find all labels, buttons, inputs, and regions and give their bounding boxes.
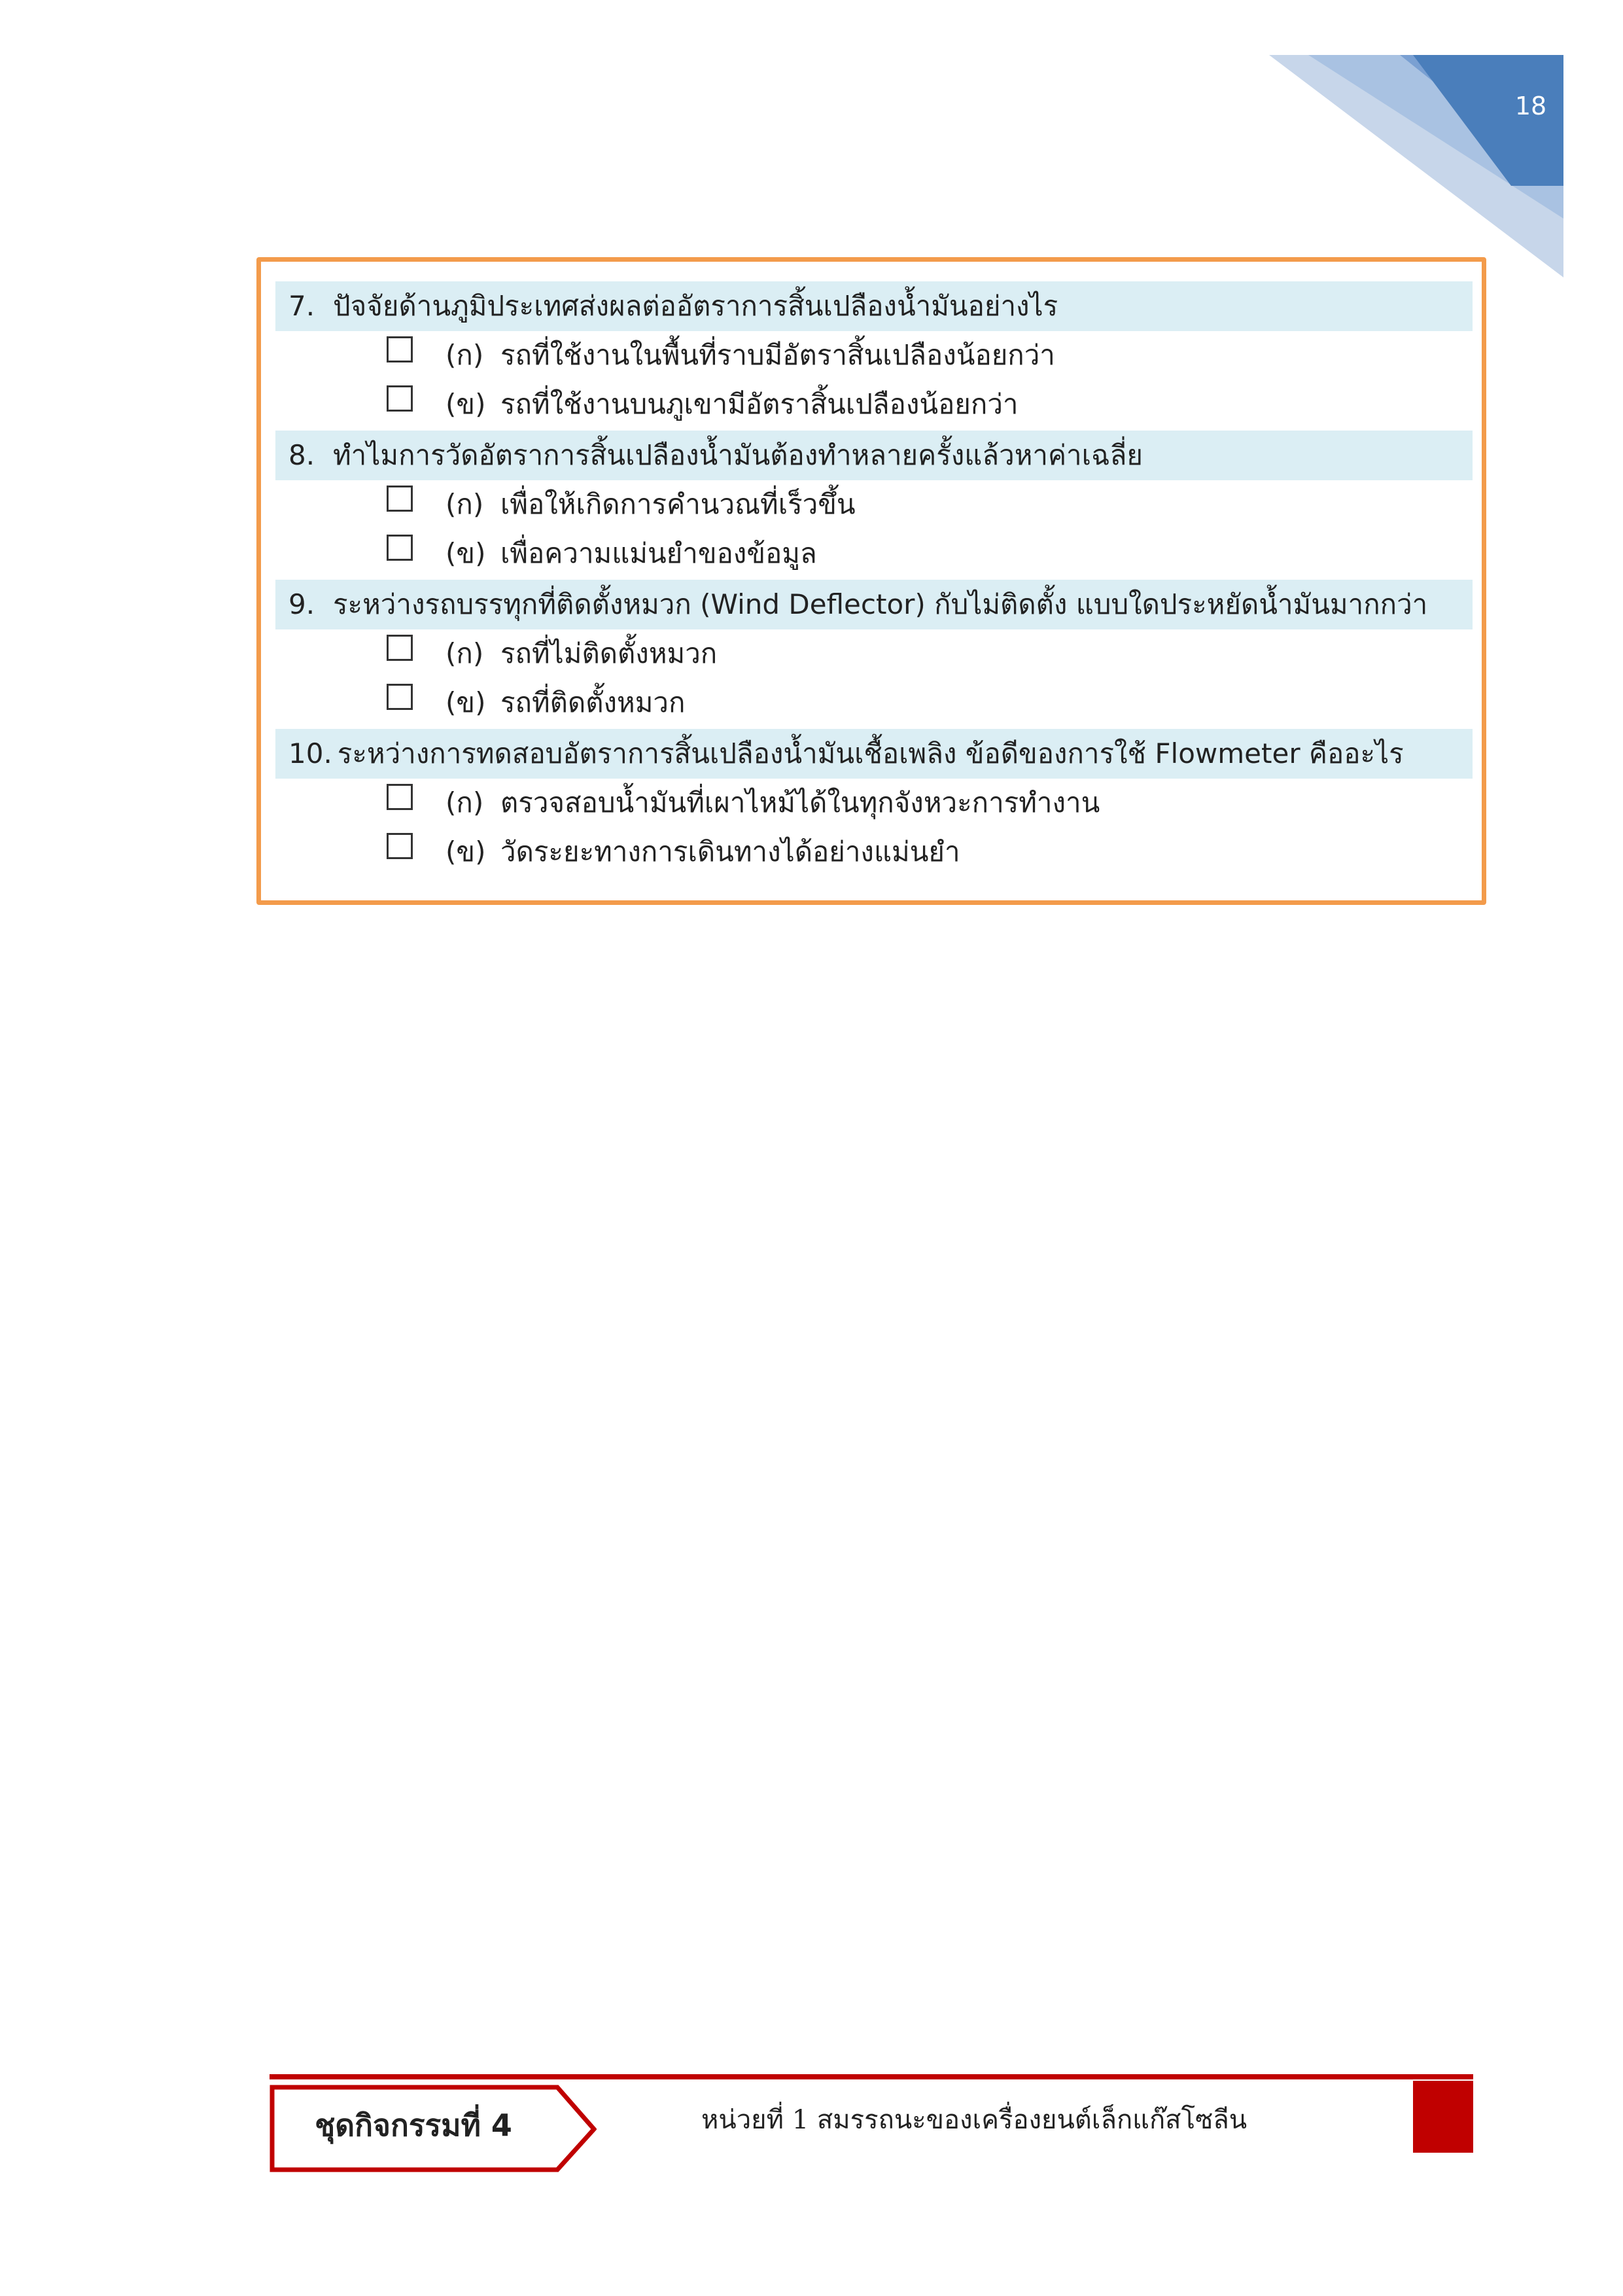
corner-decoration bbox=[1269, 55, 1596, 277]
question-8-option-b[interactable] bbox=[387, 531, 1433, 576]
option-text: รถที่ไม่ติดตั้งหมวก bbox=[500, 637, 718, 669]
option-letter: (ข) bbox=[445, 537, 486, 569]
footer bbox=[270, 2074, 1473, 2172]
checkbox[interactable] bbox=[387, 784, 413, 810]
question-7 bbox=[275, 281, 1473, 331]
question-7-option-a[interactable] bbox=[387, 332, 1433, 378]
unit-title: หน่วยที่ 1 สมรรถนะของเครื่องยนต์เล็กแก๊สโซลีน bbox=[701, 2105, 1248, 2135]
checkbox[interactable] bbox=[387, 535, 413, 561]
checkbox[interactable] bbox=[387, 385, 413, 412]
option-text: เพื่อความแม่นยำของข้อมูล bbox=[500, 537, 817, 569]
question-number: 9. bbox=[288, 588, 315, 620]
question-number: 7. bbox=[288, 290, 315, 322]
option-letter: (ก) bbox=[445, 637, 484, 669]
option-text: วัดระยะทางการเดินทางได้อย่างแม่นยำ bbox=[500, 836, 960, 868]
question-10 bbox=[275, 729, 1473, 779]
option-text: เพื่อให้เกิดการคำนวณที่เร็วขึ้น bbox=[500, 488, 856, 520]
footer-red-block bbox=[1413, 2081, 1473, 2153]
footer-rule bbox=[270, 2074, 1473, 2079]
question-9 bbox=[275, 580, 1473, 629]
option-letter: (ข) bbox=[445, 686, 486, 718]
option-letter: (ก) bbox=[445, 488, 484, 520]
checkbox[interactable] bbox=[387, 486, 413, 512]
question-9-option-a[interactable] bbox=[387, 631, 1433, 677]
question-9-option-b[interactable] bbox=[387, 680, 1433, 726]
option-letter: (ข) bbox=[445, 388, 486, 420]
option-letter: (ข) bbox=[445, 836, 486, 868]
question-text: ระหว่างรถบรรทุกที่ติดตั้งหมวก (Wind Deflector) กับไม่ติดตั้ง แบบใดประหยัดน้ำมันมากกว่า bbox=[333, 588, 1428, 620]
activity-label: ชุดกิจกรรมที่ 4 bbox=[315, 2108, 512, 2143]
question-8-option-a[interactable] bbox=[387, 482, 1433, 527]
checkbox[interactable] bbox=[387, 684, 413, 710]
question-text: ระหว่างการทดสอบอัตราการสิ้นเปลืองน้ำมันเชื้อเพลิง ข้อดีของการใช้ Flowmeter คืออะไร bbox=[337, 737, 1404, 769]
checkbox[interactable] bbox=[387, 635, 413, 661]
option-text: ตรวจสอบน้ำมันที่เผาไหม้ได้ในทุกจังหวะการทำงาน bbox=[500, 786, 1100, 819]
question-text: ปัจจัยด้านภูมิประเทศส่งผลต่ออัตราการสิ้นเปลืองน้ำมันอย่างไร bbox=[333, 290, 1058, 322]
question-10-option-b[interactable] bbox=[387, 829, 1433, 875]
option-letter: (ก) bbox=[445, 339, 484, 371]
question-text: ทำไมการวัดอัตราการสิ้นเปลืองน้ำมันต้องทำหลายครั้งแล้วหาค่าเฉลี่ย bbox=[333, 439, 1143, 471]
question-8 bbox=[275, 431, 1473, 480]
quiz-box bbox=[256, 257, 1486, 905]
question-10-option-a[interactable] bbox=[387, 780, 1433, 826]
question-7-option-b[interactable] bbox=[387, 381, 1433, 427]
option-text: รถที่ใช้งานในพื้นที่ราบมีอัตราสิ้นเปลืองน้อยกว่า bbox=[500, 339, 1055, 371]
checkbox[interactable] bbox=[387, 833, 413, 859]
option-text: รถที่ติดตั้งหมวก bbox=[500, 686, 686, 718]
checkbox[interactable] bbox=[387, 336, 413, 362]
option-letter: (ก) bbox=[445, 786, 484, 819]
question-number: 10. bbox=[288, 737, 332, 769]
option-text: รถที่ใช้งานบนภูเขามีอัตราสิ้นเปลืองน้อยกว่า bbox=[500, 388, 1019, 420]
page-number: 18 bbox=[1514, 92, 1547, 120]
question-number: 8. bbox=[288, 439, 315, 471]
